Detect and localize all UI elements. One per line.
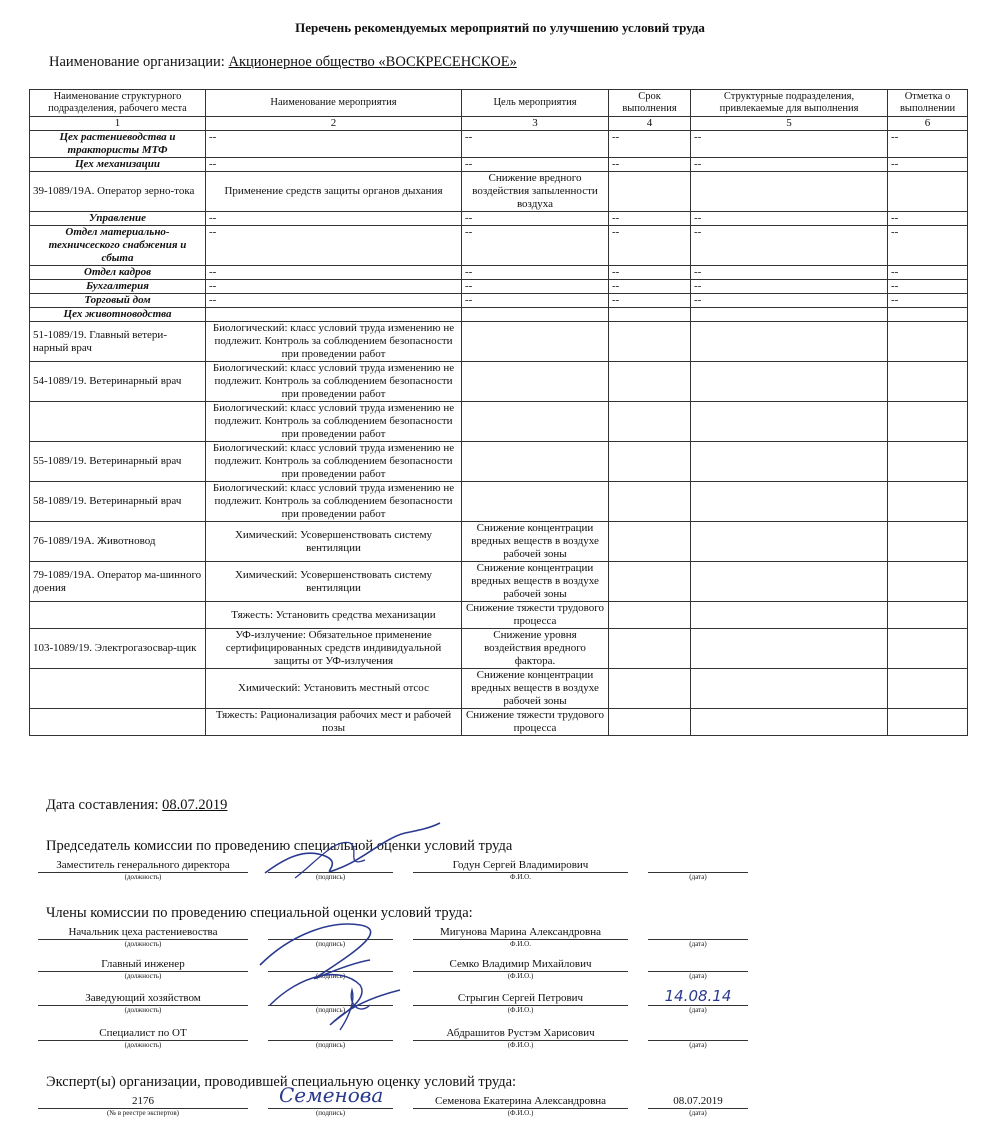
row-goal-cell xyxy=(462,442,609,482)
expert-signature-text: Семенова xyxy=(279,1083,384,1107)
row-deadline-cell xyxy=(609,362,691,402)
row-mark-cell xyxy=(888,362,968,402)
members-title: Члены комиссии по проведению специальной оценки условий труда: xyxy=(46,905,473,921)
row-goal-cell xyxy=(462,362,609,402)
row-mark-cell xyxy=(888,522,968,562)
row-goal-cell: -- xyxy=(462,158,609,172)
row-measure-cell: -- xyxy=(206,294,462,308)
registry-caption: (№ в реестре экспертов) xyxy=(106,1109,179,1117)
row-unit-cell: Отдел материально-техничсеского снабжения и сбыта xyxy=(30,226,206,266)
signer-position: Главный инженер xyxy=(38,957,248,972)
expert-date: 08.07.2019 xyxy=(648,1094,748,1109)
row-unit-cell: 55-1089/19. Ветеринарный врач xyxy=(30,442,206,482)
row-mark-cell: -- xyxy=(888,294,968,308)
row-goal-cell: Снижение концентрации вредных веществ в воздухе рабочей зоны xyxy=(462,669,609,709)
row-goal-cell: Снижение концентрации вредных веществ в воздухе рабочей зоны xyxy=(462,562,609,602)
expert-name: Семенова Екатерина Александровна xyxy=(413,1094,628,1109)
row-deadline-cell xyxy=(609,402,691,442)
table-row xyxy=(30,442,968,482)
row-unit-cell: 76-1089/19А. Животновод xyxy=(30,522,206,562)
fio-caption: (Ф.И.О.) xyxy=(507,1109,534,1117)
row-departments-cell xyxy=(691,709,888,736)
row-unit-cell: Цех растениеводства и трактористы МТФ xyxy=(30,131,206,158)
table-row-unit xyxy=(30,158,968,172)
table-number-row xyxy=(30,117,968,131)
table-row-unit xyxy=(30,212,968,226)
row-measure-cell: Биологический: класс условий труда изменению не подлежит. Контроль за соблюдением безопасности при проведении работ xyxy=(206,362,462,402)
row-deadline-cell xyxy=(609,322,691,362)
row-deadline-cell: -- xyxy=(609,212,691,226)
row-goal-cell xyxy=(462,322,609,362)
row-mark-cell: -- xyxy=(888,158,968,172)
signer-date xyxy=(648,925,748,940)
chair-title: Председатель комиссии по проведению специальной оценки условий труда xyxy=(46,838,513,854)
row-goal-cell: -- xyxy=(462,294,609,308)
signer-date xyxy=(648,1026,748,1041)
row-goal-cell: Снижение уровня воздействия вредного фактора. xyxy=(462,629,609,669)
row-deadline-cell xyxy=(609,629,691,669)
row-goal-cell: Снижение концентрации вредных веществ в воздухе рабочей зоны xyxy=(462,522,609,562)
header-unit: Наименование структурного подразделения, рабочего места xyxy=(30,90,206,117)
row-unit-cell: 58-1089/19. Ветеринарный врач xyxy=(30,482,206,522)
row-deadline-cell: -- xyxy=(609,266,691,280)
row-measure-cell: Биологический: класс условий труда изменению не подлежит. Контроль за соблюдением безопасности при проведении работ xyxy=(206,442,462,482)
row-deadline-cell: -- xyxy=(609,280,691,294)
row-unit-cell xyxy=(30,669,206,709)
row-deadline-cell xyxy=(609,482,691,522)
row-unit-cell xyxy=(30,602,206,629)
fio-caption: (Ф.И.О.) xyxy=(507,1006,534,1014)
signature-caption: (подпись) xyxy=(315,873,346,881)
row-mark-cell: -- xyxy=(888,280,968,294)
row-measure-cell: -- xyxy=(206,212,462,226)
row-measure-cell: Биологический: класс условий труда изменению не подлежит. Контроль за соблюдением безопасности при проведении работ xyxy=(206,402,462,442)
row-goal-cell: Снижение вредного воздействия запыленности воздуха xyxy=(462,172,609,212)
column-number: 3 xyxy=(462,117,609,131)
table-row xyxy=(30,362,968,402)
header-mark: Отметка о выполнении xyxy=(888,90,968,117)
row-mark-cell xyxy=(888,308,968,322)
table-row xyxy=(30,709,968,736)
row-departments-cell xyxy=(691,669,888,709)
signer-position: Специалист по ОТ xyxy=(38,1026,248,1041)
row-departments-cell xyxy=(691,522,888,562)
row-deadline-cell xyxy=(609,669,691,709)
date-caption: (дата) xyxy=(689,940,707,948)
row-deadline-cell xyxy=(609,308,691,322)
row-measure-cell: Применение средств защиты органов дыхания xyxy=(206,172,462,212)
row-measure-cell: Биологический: класс условий труда изменению не подлежит. Контроль за соблюдением безопасности при проведении работ xyxy=(206,322,462,362)
fio-caption: (Ф.И.О.) xyxy=(507,972,534,980)
table-row xyxy=(30,482,968,522)
row-departments-cell: -- xyxy=(691,212,888,226)
row-goal-cell xyxy=(462,402,609,442)
organization-line xyxy=(49,54,517,71)
row-deadline-cell xyxy=(609,522,691,562)
row-unit-cell xyxy=(30,402,206,442)
row-deadline-cell: -- xyxy=(609,226,691,266)
row-mark-cell xyxy=(888,402,968,442)
header-measure: Наименование мероприятия xyxy=(206,90,462,117)
row-measure-cell: -- xyxy=(206,158,462,172)
row-departments-cell: -- xyxy=(691,294,888,308)
row-departments-cell: -- xyxy=(691,266,888,280)
row-measure-cell: Биологический: класс условий труда изменению не подлежит. Контроль за соблюдением безопасности при проведении работ xyxy=(206,482,462,522)
signature-caption: (подпись) xyxy=(315,972,346,980)
table-row-unit xyxy=(30,294,968,308)
row-measure-cell: -- xyxy=(206,280,462,294)
row-mark-cell xyxy=(888,442,968,482)
signer-name: Семко Владимир Михайлович xyxy=(413,957,628,972)
signer-date xyxy=(648,858,748,873)
row-departments-cell xyxy=(691,629,888,669)
row-goal-cell: -- xyxy=(462,212,609,226)
row-unit-cell: Отдел кадров xyxy=(30,266,206,280)
row-goal-cell xyxy=(462,308,609,322)
signature-caption: (подпись) xyxy=(315,1109,346,1117)
table-row xyxy=(30,402,968,442)
row-deadline-cell xyxy=(609,562,691,602)
date-value: 08.07.2019 xyxy=(162,797,228,813)
members-signature-scribble xyxy=(240,905,440,1045)
row-deadline-cell xyxy=(609,709,691,736)
row-measure-cell: Химический: Усовершенствовать систему вентиляции xyxy=(206,562,462,602)
row-departments-cell: -- xyxy=(691,131,888,158)
row-mark-cell: -- xyxy=(888,131,968,158)
signer-position: Заместитель генерального директора xyxy=(38,858,248,873)
date-label: Дата составления: xyxy=(46,797,159,813)
position-caption: (должность) xyxy=(124,1006,162,1014)
position-caption: (должность) xyxy=(124,1041,162,1049)
table-row xyxy=(30,562,968,602)
row-mark-cell xyxy=(888,322,968,362)
expert-title: Эксперт(ы) организации, проводившей специальную оценку условий труда: xyxy=(46,1074,517,1090)
date-caption: (дата) xyxy=(689,1109,707,1117)
header-goal: Цель мероприятия xyxy=(462,90,609,117)
column-number: 2 xyxy=(206,117,462,131)
row-unit-cell: Бухгалтерия xyxy=(30,280,206,294)
row-departments-cell xyxy=(691,172,888,212)
row-departments-cell xyxy=(691,362,888,402)
table-row-unit xyxy=(30,226,968,266)
table-row xyxy=(30,602,968,629)
row-departments-cell xyxy=(691,562,888,602)
row-mark-cell: -- xyxy=(888,226,968,266)
row-measure-cell: УФ-излучение: Обязательное применение сертифицированных средств индивидуальной защиты от УФ-излучения xyxy=(206,629,462,669)
signer-name: Мигунова Марина Александровна xyxy=(413,925,628,940)
row-unit-cell: Управление xyxy=(30,212,206,226)
fio-caption: (Ф.И.О.) xyxy=(507,1041,534,1049)
row-departments-cell xyxy=(691,322,888,362)
table-row xyxy=(30,172,968,212)
row-departments-cell xyxy=(691,402,888,442)
table-row xyxy=(30,669,968,709)
row-mark-cell xyxy=(888,172,968,212)
column-number: 1 xyxy=(30,117,206,131)
row-measure-cell: Тяжесть: Рационализация рабочих мест и рабочей позы xyxy=(206,709,462,736)
row-mark-cell xyxy=(888,482,968,522)
table-row-unit xyxy=(30,280,968,294)
signer-date xyxy=(648,957,748,972)
row-unit-cell: 103-1089/19. Электрогазосвар-щик xyxy=(30,629,206,669)
position-caption: (должность) xyxy=(124,972,162,980)
fio-caption: Ф.И.О. xyxy=(510,940,531,948)
row-unit-cell: 51-1089/19. Главный ветери-нарный врач xyxy=(30,322,206,362)
row-unit-cell: Цех животноводства xyxy=(30,308,206,322)
signature-caption: (подпись) xyxy=(315,1006,346,1014)
row-deadline-cell: -- xyxy=(609,158,691,172)
row-unit-cell xyxy=(30,709,206,736)
row-unit-cell: 79-1089/19А. Оператор ма-шинного доения xyxy=(30,562,206,602)
row-deadline-cell: -- xyxy=(609,294,691,308)
table-row-unit xyxy=(30,308,968,322)
row-measure-cell: Химический: Установить местный отсос xyxy=(206,669,462,709)
compilation-date xyxy=(46,797,227,814)
column-number: 6 xyxy=(888,117,968,131)
row-unit-cell: 54-1089/19. Ветеринарный врач xyxy=(30,362,206,402)
organization-name: Акционерное общество «ВОСКРЕСЕНСКОЕ» xyxy=(228,54,517,70)
table-row-unit xyxy=(30,131,968,158)
row-departments-cell: -- xyxy=(691,158,888,172)
row-measure-cell: -- xyxy=(206,226,462,266)
row-measure-cell: Химический: Усовершенствовать систему вентиляции xyxy=(206,522,462,562)
row-mark-cell xyxy=(888,602,968,629)
row-goal-cell: Снижение тяжести трудового процесса xyxy=(462,602,609,629)
row-deadline-cell: -- xyxy=(609,131,691,158)
table-header-row xyxy=(30,90,968,117)
row-unit-cell: 39-1089/19А. Оператор зерно-тока xyxy=(30,172,206,212)
row-mark-cell xyxy=(888,709,968,736)
table-row xyxy=(30,522,968,562)
row-mark-cell xyxy=(888,629,968,669)
expert-registry-number: 2176 xyxy=(38,1094,248,1109)
position-caption: (должность) xyxy=(124,873,162,881)
row-departments-cell xyxy=(691,308,888,322)
fio-caption: Ф.И.О. xyxy=(510,873,531,881)
row-mark-cell: -- xyxy=(888,266,968,280)
signer-name: Абдрашитов Рустэм Харисович xyxy=(413,1026,628,1041)
table-row-unit xyxy=(30,266,968,280)
chair-signature-scribble xyxy=(255,818,445,888)
table-row xyxy=(30,322,968,362)
row-deadline-cell xyxy=(609,172,691,212)
row-deadline-cell xyxy=(609,602,691,629)
row-mark-cell xyxy=(888,669,968,709)
row-departments-cell: -- xyxy=(691,280,888,294)
header-deadline: Срок выполнения xyxy=(609,90,691,117)
row-mark-cell xyxy=(888,562,968,602)
date-caption: (дата) xyxy=(689,1041,707,1049)
row-departments-cell xyxy=(691,482,888,522)
row-departments-cell: -- xyxy=(691,226,888,266)
signature-caption: (подпись) xyxy=(315,940,346,948)
signature-caption: (подпись) xyxy=(315,1041,346,1049)
date-caption: (дата) xyxy=(689,873,707,881)
row-unit-cell: Торговый дом xyxy=(30,294,206,308)
column-number: 4 xyxy=(609,117,691,131)
table-row xyxy=(30,629,968,669)
row-mark-cell: -- xyxy=(888,212,968,226)
row-goal-cell: -- xyxy=(462,131,609,158)
column-number: 5 xyxy=(691,117,888,131)
row-measure-cell xyxy=(206,308,462,322)
row-measure-cell: -- xyxy=(206,131,462,158)
expert-signature-scribble xyxy=(275,1078,405,1112)
date-caption: (дата) xyxy=(689,1006,707,1014)
position-caption: (должность) xyxy=(124,940,162,948)
signer-name: Стрыгин Сергей Петрович xyxy=(413,991,628,1006)
row-departments-cell xyxy=(691,442,888,482)
organization-label: Наименование организации: xyxy=(49,54,225,70)
signer-name: Годун Сергей Владимирович xyxy=(413,858,628,873)
document-title: Перечень рекомендуемых мероприятий по улучшению условий труда xyxy=(295,20,705,35)
signer-position: Начальник цеха растениевоства xyxy=(38,925,248,940)
row-goal-cell: -- xyxy=(462,226,609,266)
row-measure-cell: -- xyxy=(206,266,462,280)
signer-position: Заведующий хозяйством xyxy=(38,991,248,1006)
row-goal-cell xyxy=(462,482,609,522)
row-measure-cell: Тяжесть: Установить средства механизации xyxy=(206,602,462,629)
row-goal-cell: -- xyxy=(462,280,609,294)
measures-table xyxy=(29,89,968,736)
row-unit-cell: Цех механизации xyxy=(30,158,206,172)
row-goal-cell: -- xyxy=(462,266,609,280)
row-goal-cell: Снижение тяжести трудового процесса xyxy=(462,709,609,736)
signer-date-handwritten: 14.08.14 xyxy=(648,991,748,1006)
header-departments: Структурные подразделения, привлекаемые для выполнения xyxy=(691,90,888,117)
row-deadline-cell xyxy=(609,442,691,482)
row-departments-cell xyxy=(691,602,888,629)
date-caption: (дата) xyxy=(689,972,707,980)
